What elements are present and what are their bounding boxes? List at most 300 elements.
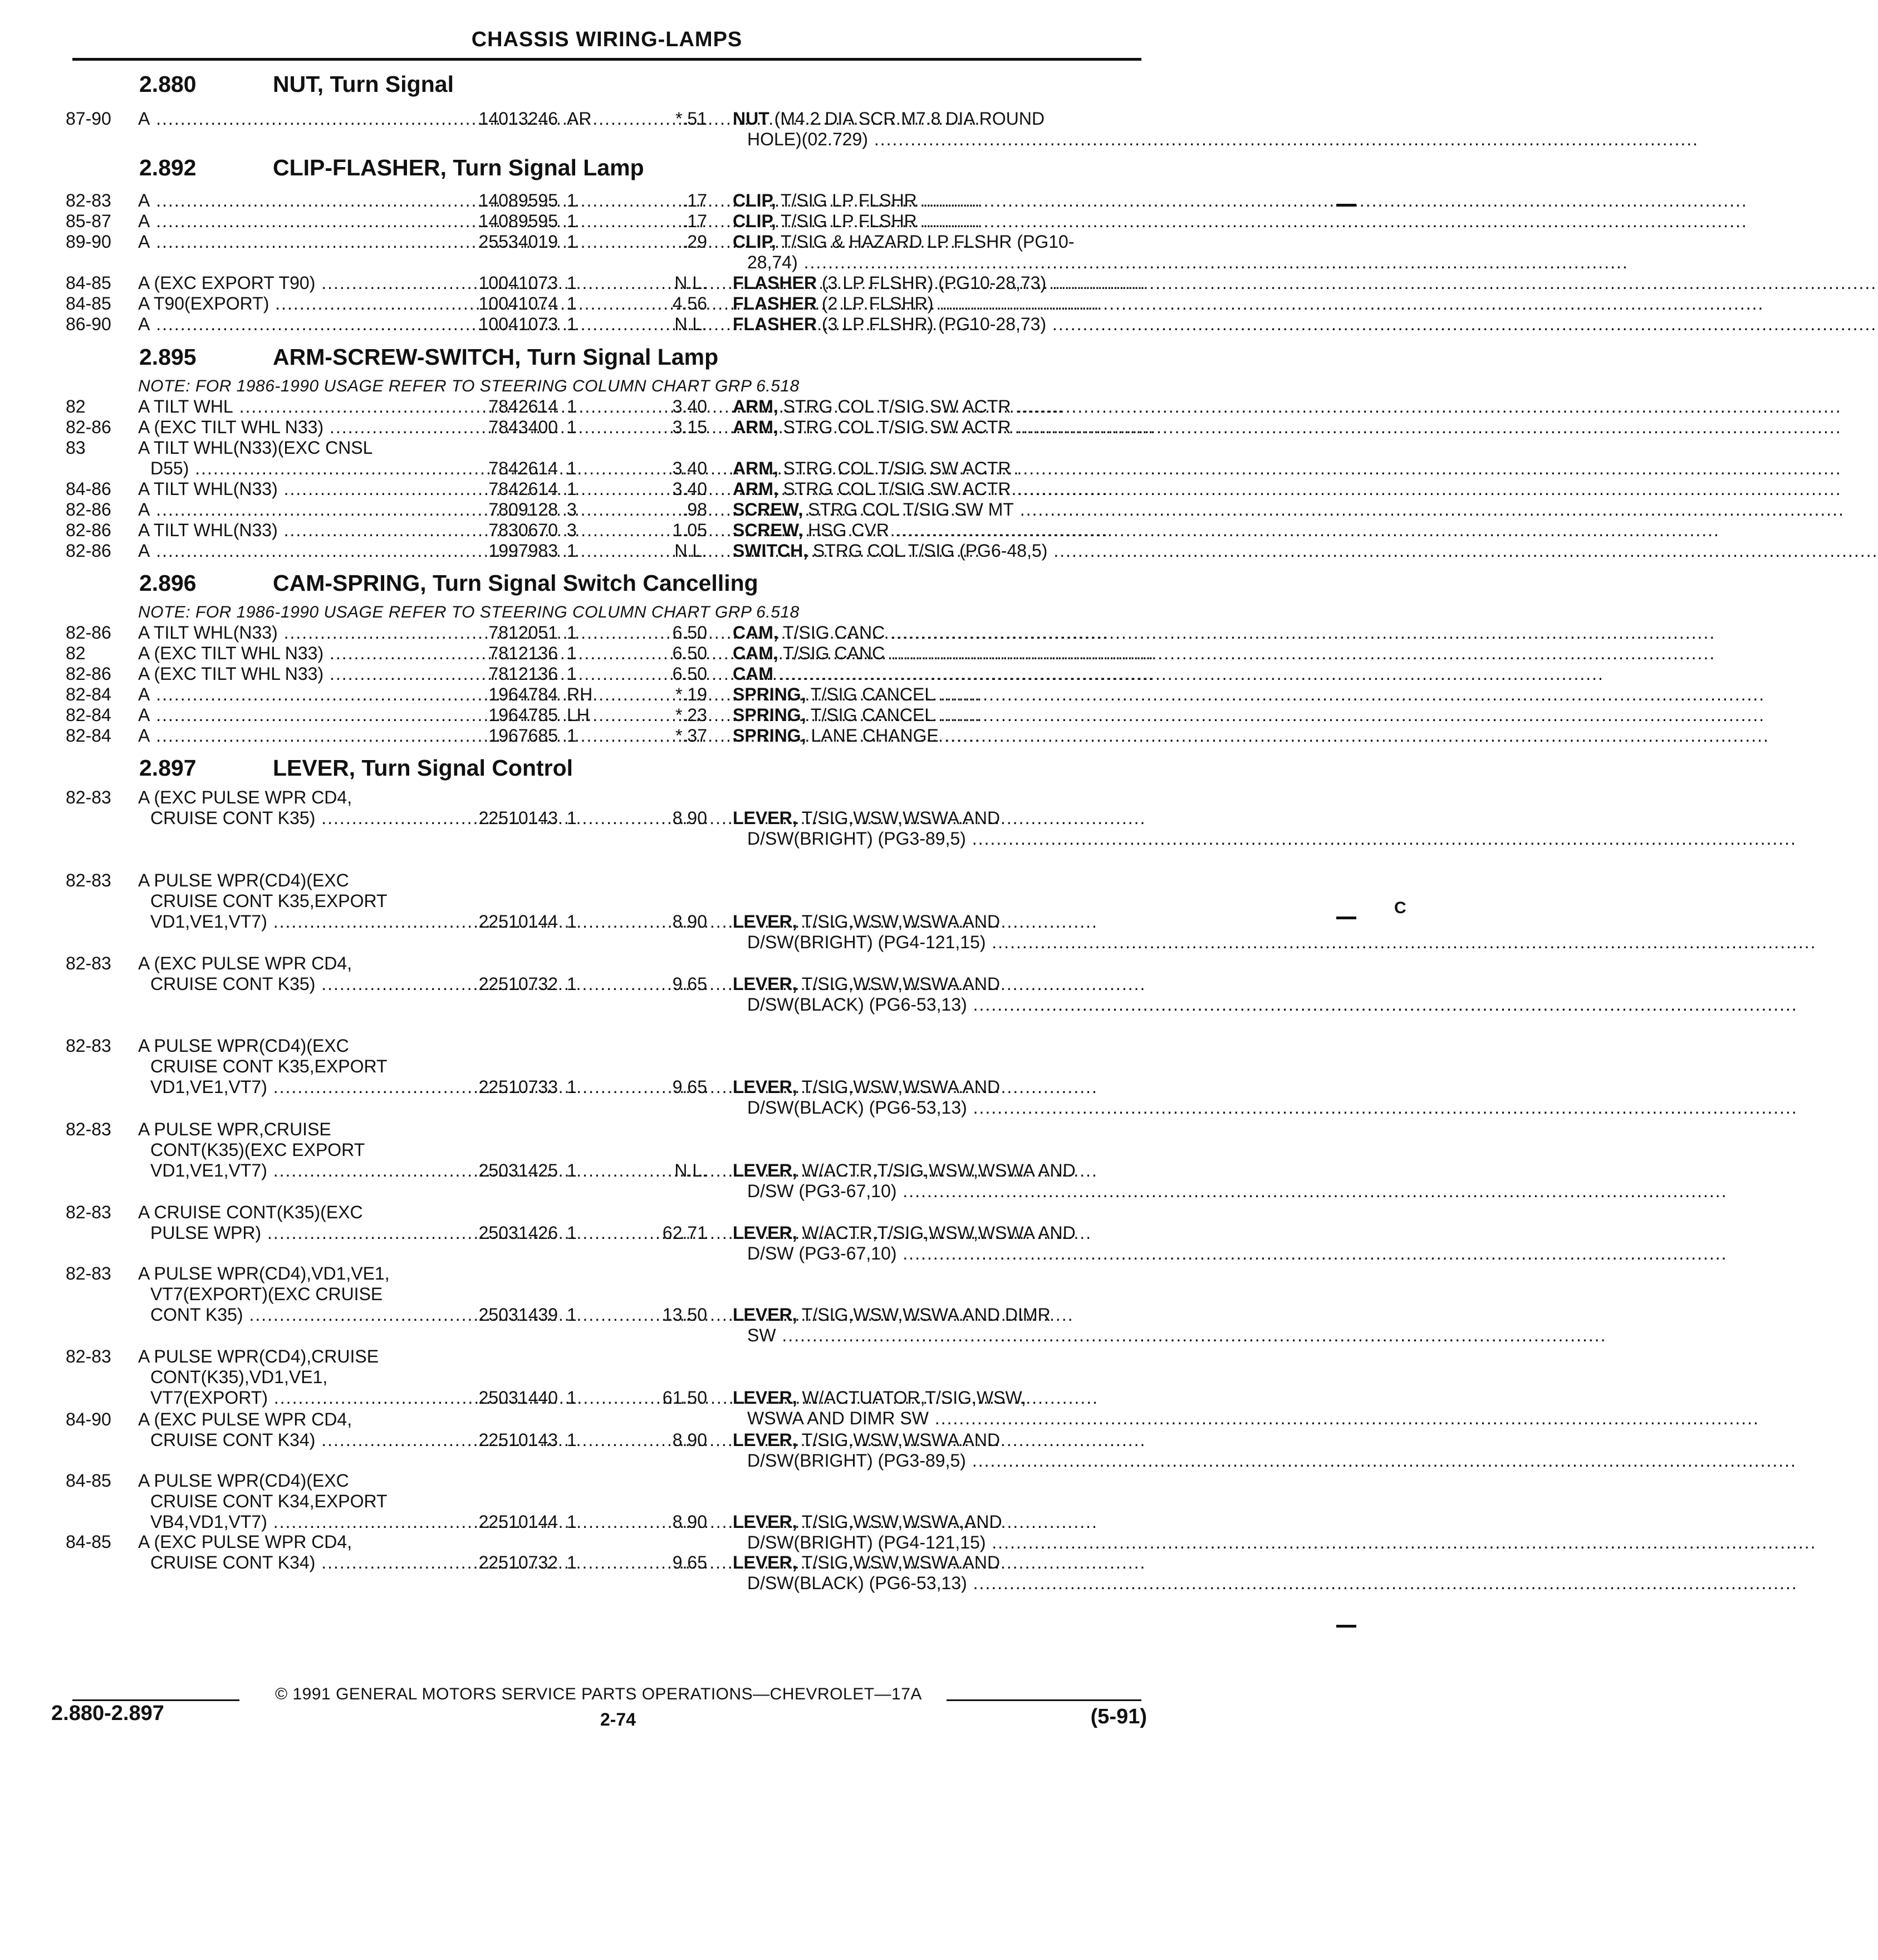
part-description-line: LEVER, W/ACTR,T/SIG,WSW,WSWA AND [733, 1223, 1076, 1243]
part-description-line: CAM, T/SIG CANC ..... [733, 643, 1139, 664]
application-line: A TILT WHL(N33) ..... [138, 623, 447, 643]
part-number: 7843400 [488, 417, 558, 437]
quantity: 1 [567, 912, 577, 932]
model-years: 84-85 [66, 1471, 111, 1491]
part-description-line: ARM, STRG COL T/SIG SW ACTR ..... [733, 479, 1139, 499]
application-line: VD1,VE1,VT7) ..... [138, 1160, 447, 1181]
table-row [0, 684, 1408, 705]
model-years: 82-86 [66, 520, 111, 540]
part-number: 25031426 [478, 1223, 558, 1243]
part-number: 22510732 [478, 1552, 558, 1572]
footer-copyright: © 1991 GENERAL MOTORS SERVICE PARTS OPERATIONS—CHEVROLET—17A [275, 1685, 922, 1703]
part-description [733, 1223, 1139, 1264]
application-description [138, 232, 447, 252]
application-line: A TILT WHL(N33) ..... [138, 479, 447, 499]
application-line: A ..... [138, 190, 447, 211]
quantity: 1 [567, 1077, 577, 1097]
section-heading [139, 71, 454, 98]
price: 3.15 [672, 417, 707, 437]
part-description-line: HOLE)(02.729) ..... [747, 129, 1139, 150]
price: 1.05 [672, 520, 707, 540]
price: .17 [682, 211, 707, 231]
table-row [0, 109, 1408, 150]
quantity: 1 [567, 643, 577, 663]
part-number: 7812136 [488, 643, 558, 663]
table-row [0, 1119, 1408, 1202]
part-description [733, 664, 1139, 684]
quantity: 1 [567, 314, 577, 334]
application-line: A ..... [138, 109, 447, 129]
part-description-line: D/SW(BLACK) (PG6-53,13) ..... [747, 1573, 1139, 1594]
table-row [0, 1532, 1408, 1594]
application-line: A PULSE WPR,CRUISE [138, 1119, 331, 1139]
application-description [138, 623, 447, 643]
application-line: D55) ..... [138, 458, 447, 479]
model-years: 84-85 [66, 273, 111, 293]
model-years: 82-83 [66, 1263, 111, 1283]
table-row [0, 1263, 1408, 1346]
table-row [0, 664, 1408, 684]
part-description [733, 705, 1139, 726]
part-description [733, 623, 1139, 643]
part-number: 22510732 [478, 974, 558, 994]
application-description [138, 1409, 447, 1451]
part-description [733, 314, 1139, 335]
application-line: A CRUISE CONT(K35)(EXC [138, 1202, 363, 1222]
part-description [733, 1160, 1139, 1202]
part-description [733, 1305, 1139, 1346]
quantity: RH [567, 684, 593, 704]
application-line: A PULSE WPR(CD4)(EXC [138, 870, 349, 890]
application-line: CONT(K35),VD1,VE1, [150, 1367, 328, 1387]
section-note: NOTE: FOR 1986-1990 USAGE REFER TO STEERING COLUMN CHART GRP 6.518 [138, 377, 800, 395]
quantity: 1 [567, 623, 577, 643]
part-description [733, 232, 1139, 273]
application-line: A ..... [138, 211, 447, 232]
application-description [138, 293, 447, 314]
price: N.L. [674, 541, 707, 561]
section-title: ARM-SCREW-SWITCH, Turn Signal Lamp [273, 344, 719, 370]
part-number: 7842614 [488, 458, 558, 478]
model-years: 89-90 [66, 232, 111, 252]
table-row [0, 953, 1408, 1015]
part-number: 1967685 [488, 726, 558, 746]
application-description [138, 664, 447, 684]
application-line: A PULSE WPR(CD4)(EXC [138, 1471, 349, 1491]
application-description [138, 1202, 447, 1243]
section-number: 2.897 [139, 755, 197, 781]
part-description [733, 211, 1139, 232]
table-row [0, 211, 1408, 232]
table-row [0, 438, 1408, 479]
quantity: 1 [567, 479, 577, 499]
part-description-line: LEVER, T/SIG,WSW,WSWA AND [733, 808, 1001, 828]
quantity: 1 [567, 273, 577, 293]
model-years: 82-86 [66, 541, 111, 561]
application-line: VT7(EXPORT)(EXC CRUISE [150, 1284, 383, 1304]
price: N.L. [674, 273, 707, 293]
application-description [138, 953, 447, 994]
price: 61.50 [662, 1388, 707, 1408]
application-line: A ..... [138, 232, 447, 252]
quantity: 1 [567, 417, 577, 437]
model-years: 82-86 [66, 499, 111, 520]
part-description [733, 479, 1139, 499]
part-number: 25031440 [478, 1388, 558, 1408]
model-years: 87-90 [66, 109, 111, 129]
application-line: PULSE WPR) ..... [138, 1223, 447, 1243]
price: 6.50 [672, 643, 707, 663]
application-description [138, 396, 447, 417]
application-line: A (EXC PULSE WPR CD4, [138, 1409, 352, 1429]
application-line: A (EXC PULSE WPR CD4, [138, 953, 352, 973]
model-years: 84-86 [66, 479, 111, 499]
quantity: 3 [567, 499, 577, 520]
model-years: 82-83 [66, 953, 111, 973]
part-description-line: LEVER, W/ACTUATOR,T/SIG,WSW, [733, 1388, 1026, 1408]
table-row [0, 726, 1408, 746]
part-description-line: CLIP, T/SIG & HAZARD LP FLSHR (PG10- [733, 232, 1075, 252]
part-description-line: SWITCH, STRG COL T/SIG (PG6-48,5) ..... [733, 541, 1139, 561]
quantity: 1 [567, 1512, 577, 1532]
quantity: 3 [567, 520, 577, 540]
application-description [138, 190, 447, 211]
part-description-line: WSWA AND DIMR SW ..... [747, 1408, 1139, 1429]
price: 6.50 [672, 623, 707, 643]
price: 9.65 [672, 1077, 707, 1097]
part-description-line: ARM, STRG COL T/SIG SW ACTR ..... [733, 396, 1139, 417]
quantity: 1 [567, 293, 577, 313]
section-heading [139, 755, 573, 782]
part-description [733, 273, 1139, 293]
application-line: VB4,VD1,VT7) ..... [138, 1512, 447, 1532]
part-number: 10041073 [478, 314, 558, 334]
quantity: LH [567, 705, 590, 725]
part-number: 1964785 [488, 705, 558, 725]
price: 4.56 [672, 293, 707, 313]
price: 3.40 [672, 479, 707, 499]
part-number: 25031425 [478, 1160, 558, 1180]
part-description-line: D/SW(BLACK) (PG6-53,13) ..... [747, 994, 1139, 1015]
part-description [733, 109, 1139, 150]
application-description [138, 273, 447, 293]
part-number: 14089595 [478, 211, 558, 231]
part-description-line: SCREW, HSG CVR ..... [733, 520, 1139, 541]
application-line: A PULSE WPR(CD4)(EXC [138, 1036, 349, 1056]
part-number: 10041074 [478, 293, 558, 313]
part-description-line: LEVER, T/SIG,WSW,WSWA AND [733, 1077, 1001, 1097]
price: 8.90 [672, 912, 707, 932]
table-row [0, 232, 1408, 273]
application-description [138, 726, 447, 746]
application-line: VD1,VE1,VT7) ..... [138, 1077, 447, 1097]
part-description-line: LEVER, T/SIG,WSW,WSWA AND [733, 1552, 1001, 1572]
quantity: 1 [567, 211, 577, 231]
part-description-line: CLIP, T/SIG LP FLSHR ..... [733, 211, 1139, 232]
part-description-line: FLASHER (3 LP FLSHR) (PG10-28,73) ..... [733, 314, 1139, 335]
part-number: 7812136 [488, 664, 558, 684]
part-description-line: 28,74) ..... [747, 252, 1139, 273]
application-line: CRUISE CONT K35,EXPORT [150, 891, 388, 911]
price: N.L. [674, 1160, 707, 1180]
footer-rule-right [947, 1699, 1141, 1701]
model-years: 84-85 [66, 1532, 111, 1552]
application-description [138, 1036, 447, 1097]
application-description [138, 1532, 447, 1573]
section-title: CLIP-FLASHER, Turn Signal Lamp [273, 155, 644, 180]
application-line: A PULSE WPR(CD4),VD1,VE1, [138, 1263, 390, 1283]
model-years: 83 [66, 438, 86, 458]
part-description [733, 808, 1139, 849]
part-description [733, 726, 1139, 746]
section-title: NUT, Turn Signal [273, 71, 454, 97]
section-number: 2.896 [139, 570, 197, 596]
part-description [733, 912, 1139, 953]
price: N.L. [674, 314, 707, 334]
part-number: 25534019 [478, 232, 558, 252]
part-number: 1997983 [488, 541, 558, 561]
part-number: 7809128 [488, 499, 558, 520]
part-description [733, 293, 1139, 314]
application-line: A PULSE WPR(CD4),CRUISE [138, 1346, 379, 1366]
page-header-title: CHASSIS WIRING-LAMPS [471, 28, 743, 51]
part-number: 25031439 [478, 1305, 558, 1325]
section-heading [139, 344, 718, 371]
section-title: CAM-SPRING, Turn Signal Switch Cancelling [273, 570, 758, 596]
price: 3.40 [672, 396, 707, 416]
part-number: 14089595 [478, 190, 558, 210]
section-heading [139, 570, 758, 597]
application-description [138, 479, 447, 499]
margin-mark [1336, 917, 1356, 919]
application-line: CRUISE CONT K34,EXPORT [150, 1491, 388, 1511]
part-description-line: D/SW(BLACK) (PG6-53,13) ..... [747, 1097, 1139, 1118]
application-line: CRUISE CONT K34) ..... [138, 1552, 447, 1573]
price: 9.65 [672, 1552, 707, 1572]
part-description [733, 541, 1139, 561]
part-description-line: LEVER, T/SIG,WSW,WSWA AND [733, 912, 1001, 932]
model-years: 82-83 [66, 190, 111, 210]
part-number: 22510143 [478, 1430, 558, 1450]
quantity: 1 [567, 190, 577, 210]
quantity: 1 [567, 726, 577, 746]
quantity: 1 [567, 458, 577, 478]
price: 3.40 [672, 458, 707, 478]
quantity: 1 [567, 1305, 577, 1325]
price: .98 [682, 499, 707, 520]
model-years: 82 [66, 643, 86, 663]
model-years: 84-85 [66, 293, 111, 313]
part-description-line: LEVER, T/SIG,WSW,WSWA AND DIMR [733, 1305, 1051, 1325]
part-description-line: SPRING, T/SIG CANCEL ..... [733, 705, 1139, 726]
model-years: 82-83 [66, 1346, 111, 1366]
part-number: 1964784 [488, 684, 558, 704]
application-description [138, 1346, 447, 1408]
part-description-line: SW ..... [747, 1325, 1139, 1346]
application-line: CRUISE CONT K35) ..... [138, 974, 447, 994]
table-row [0, 787, 1408, 849]
part-number: 10041073 [478, 273, 558, 293]
part-description [733, 190, 1139, 211]
application-line: CRUISE CONT K34) ..... [138, 1430, 447, 1451]
margin-mark [1336, 1625, 1356, 1628]
application-line: A (EXC PULSE WPR CD4, [138, 787, 352, 807]
application-line: A (EXC TILT WHL N33) ..... [138, 417, 447, 438]
quantity: 1 [567, 1388, 577, 1408]
footer-rule-left [72, 1699, 239, 1701]
quantity: 1 [567, 396, 577, 416]
quantity: 1 [567, 541, 577, 561]
model-years: 82-86 [66, 417, 111, 437]
application-line: A (EXC PULSE WPR CD4, [138, 1532, 352, 1552]
application-line: A ..... [138, 726, 447, 746]
application-description [138, 499, 447, 520]
table-row [0, 705, 1408, 726]
margin-mark [1336, 204, 1356, 207]
part-number: 7842614 [488, 479, 558, 499]
part-number: 22510144 [478, 1512, 558, 1532]
model-years: 82-83 [66, 1119, 111, 1139]
header-rule [72, 58, 1141, 61]
section-heading [139, 155, 644, 182]
part-description-line: SPRING, LANE CHANGE ..... [733, 726, 1139, 746]
table-row [0, 293, 1408, 314]
application-description [138, 417, 447, 438]
quantity: 1 [567, 232, 577, 252]
part-description-line: NUT (M4.2 DIA SCR M7.8 DIA ROUND [733, 109, 1045, 129]
quantity: AR [567, 109, 592, 129]
model-years: 82 [66, 396, 86, 416]
table-row [0, 520, 1408, 541]
application-description [138, 787, 447, 829]
application-line: A ..... [138, 314, 447, 335]
application-description [138, 314, 447, 335]
table-row [0, 1409, 1408, 1471]
part-description-line: D/SW(BRIGHT) (PG4-121,15) ..... [747, 1532, 1139, 1553]
footer-range: 2.880-2.897 [51, 1702, 164, 1725]
part-number: 22510733 [478, 1077, 558, 1097]
quantity: 1 [567, 1223, 577, 1243]
application-line: VT7(EXPORT) ..... [138, 1388, 447, 1408]
application-line: A (EXC TILT WHL N33) ..... [138, 643, 447, 664]
part-description-line: LEVER, T/SIG,WSW,WSWA AND [733, 1430, 1001, 1450]
part-description-line: D/SW(BRIGHT) (PG4-121,15) ..... [747, 932, 1139, 953]
part-description-line: CLIP, T/SIG LP FLSHR ..... [733, 190, 1139, 211]
application-line: A ..... [138, 541, 447, 561]
price: *.51 [675, 109, 707, 129]
application-description [138, 438, 447, 479]
model-years: 82-84 [66, 684, 111, 704]
application-line: A TILT WHL(N33) ..... [138, 520, 447, 541]
model-years: 82-83 [66, 870, 111, 890]
price: *.37 [675, 726, 707, 746]
application-description [138, 1119, 447, 1181]
application-description [138, 705, 447, 726]
price: 9.65 [672, 974, 707, 994]
price: 6.50 [672, 664, 707, 684]
model-years: 82-84 [66, 726, 111, 746]
part-description-line: LEVER, T/SIG,WSW,WSWA AND [733, 974, 1001, 994]
price: 8.90 [672, 808, 707, 828]
part-description-line: LEVER, T/SIG,WSW,WSWA,AND [733, 1512, 1002, 1532]
part-description-line: ARM, STRG COL T/SIG SW ACTR ..... [733, 417, 1139, 438]
price: *.19 [675, 684, 707, 704]
part-description [733, 458, 1139, 479]
model-years: 82-83 [66, 1036, 111, 1056]
model-years: 85-87 [66, 211, 111, 231]
section-title: LEVER, Turn Signal Control [273, 755, 573, 781]
part-description-line: FLASHER (3 LP FLSHR) (PG10-28,73) ..... [733, 273, 1139, 293]
table-row [0, 396, 1408, 417]
model-years: 86-90 [66, 314, 111, 334]
table-row [0, 417, 1408, 438]
part-description [733, 417, 1139, 438]
application-line: CONT K35) ..... [138, 1305, 447, 1325]
application-line: A ..... [138, 705, 447, 726]
model-years: 82-86 [66, 623, 111, 643]
part-description [733, 684, 1139, 705]
price: .17 [682, 190, 707, 210]
application-line: A (EXC TILT WHL N33) ..... [138, 664, 447, 684]
price: .29 [682, 232, 707, 252]
section-number: 2.892 [139, 155, 197, 180]
part-description [733, 1552, 1139, 1594]
part-description-line: D/SW(BRIGHT) (PG3-89,5) ..... [747, 1451, 1139, 1471]
part-description-line: SCREW, STRG COL T/SIG SW MT ..... [733, 499, 1139, 520]
section-note: NOTE: FOR 1986-1990 USAGE REFER TO STEERING COLUMN CHART GRP 6.518 [138, 603, 800, 621]
part-description-line: D/SW (PG3-67,10) ..... [747, 1181, 1139, 1202]
application-line: A TILT WHL ..... [138, 396, 447, 417]
part-description-line: D/SW (PG3-67,10) ..... [747, 1243, 1139, 1264]
table-row [0, 479, 1408, 499]
part-description [733, 643, 1139, 664]
table-row [0, 623, 1408, 643]
application-line: A ..... [138, 684, 447, 705]
part-number: 7842614 [488, 396, 558, 416]
application-description [138, 684, 447, 705]
footer-date: (5-91) [1090, 1705, 1147, 1728]
table-row [0, 643, 1408, 664]
part-description [733, 396, 1139, 417]
part-description [733, 1077, 1139, 1118]
table-row [0, 541, 1408, 561]
part-description-line: CAM, T/SIG CANC ..... [733, 623, 1139, 643]
model-years: 82-84 [66, 705, 111, 725]
price: 13.50 [662, 1305, 707, 1325]
table-row [0, 870, 1408, 953]
quantity: 1 [567, 974, 577, 994]
table-row [0, 190, 1408, 211]
application-line: A (EXC EXPORT T90) ..... [138, 273, 447, 293]
application-description [138, 520, 447, 541]
application-line: CONT(K35)(EXC EXPORT [150, 1140, 365, 1160]
part-description-line: LEVER, W/ACTR,T/SIG,WSW,WSWA AND [733, 1160, 1076, 1180]
model-years: 82-83 [66, 787, 111, 807]
part-description-line: FLASHER (2 LP FLSHR) ..... [733, 293, 1139, 314]
quantity: 1 [567, 664, 577, 684]
quantity: 1 [567, 1160, 577, 1180]
part-number: 14013246 [478, 109, 558, 129]
section-number: 2.880 [139, 71, 197, 97]
page-edge-text: C [1394, 899, 1406, 917]
table-row [0, 314, 1408, 335]
application-description [138, 211, 447, 232]
model-years: 82-83 [66, 1202, 111, 1222]
model-years: 84-90 [66, 1409, 111, 1429]
price: 8.90 [672, 1512, 707, 1532]
application-description [138, 541, 447, 561]
price: *.23 [675, 705, 707, 725]
